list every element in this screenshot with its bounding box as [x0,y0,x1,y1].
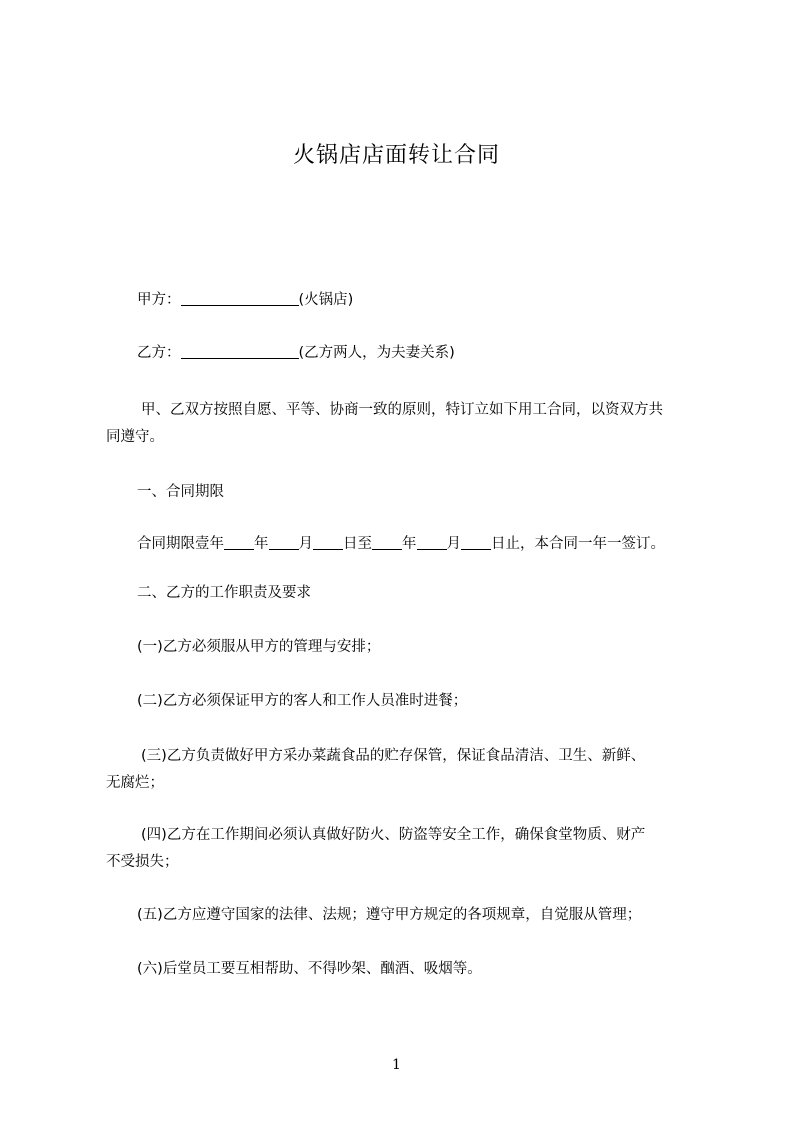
section-2-heading: 二、乙方的工作职责及要求 [137,585,311,601]
term-blank-6 [461,533,491,550]
party-b-note: (乙方两人，为夫妻关系) [298,345,455,361]
document-title: 火锅店店面转让合同 [292,143,500,168]
list-item: (六)后堂员工要互相帮助、不得吵架、酗酒、吸烟等。 [137,961,482,977]
list-item-continuation: 无腐烂； [106,775,164,791]
list-item: (三)乙方负责做好甲方采办菜蔬食品的贮存保管，保证食品清洁、卫生、新鲜、 [141,748,646,764]
term-text-6: 日止，本合同一年一签订。 [491,536,665,552]
term-blank-5 [417,533,447,550]
list-item: (五)乙方应遵守国家的法律、法规；遵守甲方规定的各项规章，自觉服从管理； [137,907,642,923]
party-a-note: (火锅店) [298,292,354,308]
term-text-4: 年 [402,536,417,552]
term-text-1: 年 [254,536,269,552]
term-text-5: 月 [446,536,461,552]
intro-line-1: 甲、乙双方按照自愿、平等、协商一致的原则，特订立如下用工合同，以资双方共 [141,402,663,418]
term-text-3: 日至 [343,536,372,552]
list-item-continuation: 不受损失； [106,854,179,870]
term-blank-2 [269,533,299,550]
term-prefix: 合同期限壹年 [137,536,224,552]
party-b-label: 乙方： [137,345,181,361]
party-b-line [137,338,455,368]
party-a-label: 甲方： [137,292,181,308]
intro-line-2: 同遵守。 [106,429,164,445]
section-1-heading: 一、合同期限 [137,484,224,500]
term-blank-4 [372,533,402,550]
term-blank-3 [313,533,343,550]
party-b-blank [181,342,299,359]
party-a-line [137,285,353,315]
party-a-blank [181,289,299,306]
contract-term-line [137,529,665,559]
term-text-2: 月 [298,536,313,552]
list-item: (一)乙方必须服从甲方的管理与安排； [137,639,381,655]
term-blank-1 [224,533,254,550]
list-item: (四)乙方在工作期间必须认真做好防火、防盗等安全工作，确保食堂物质、财产 [141,827,646,843]
list-item: (二)乙方必须保证甲方的客人和工作人员准时进餐； [137,693,468,709]
page-number: 1 [392,1057,401,1073]
